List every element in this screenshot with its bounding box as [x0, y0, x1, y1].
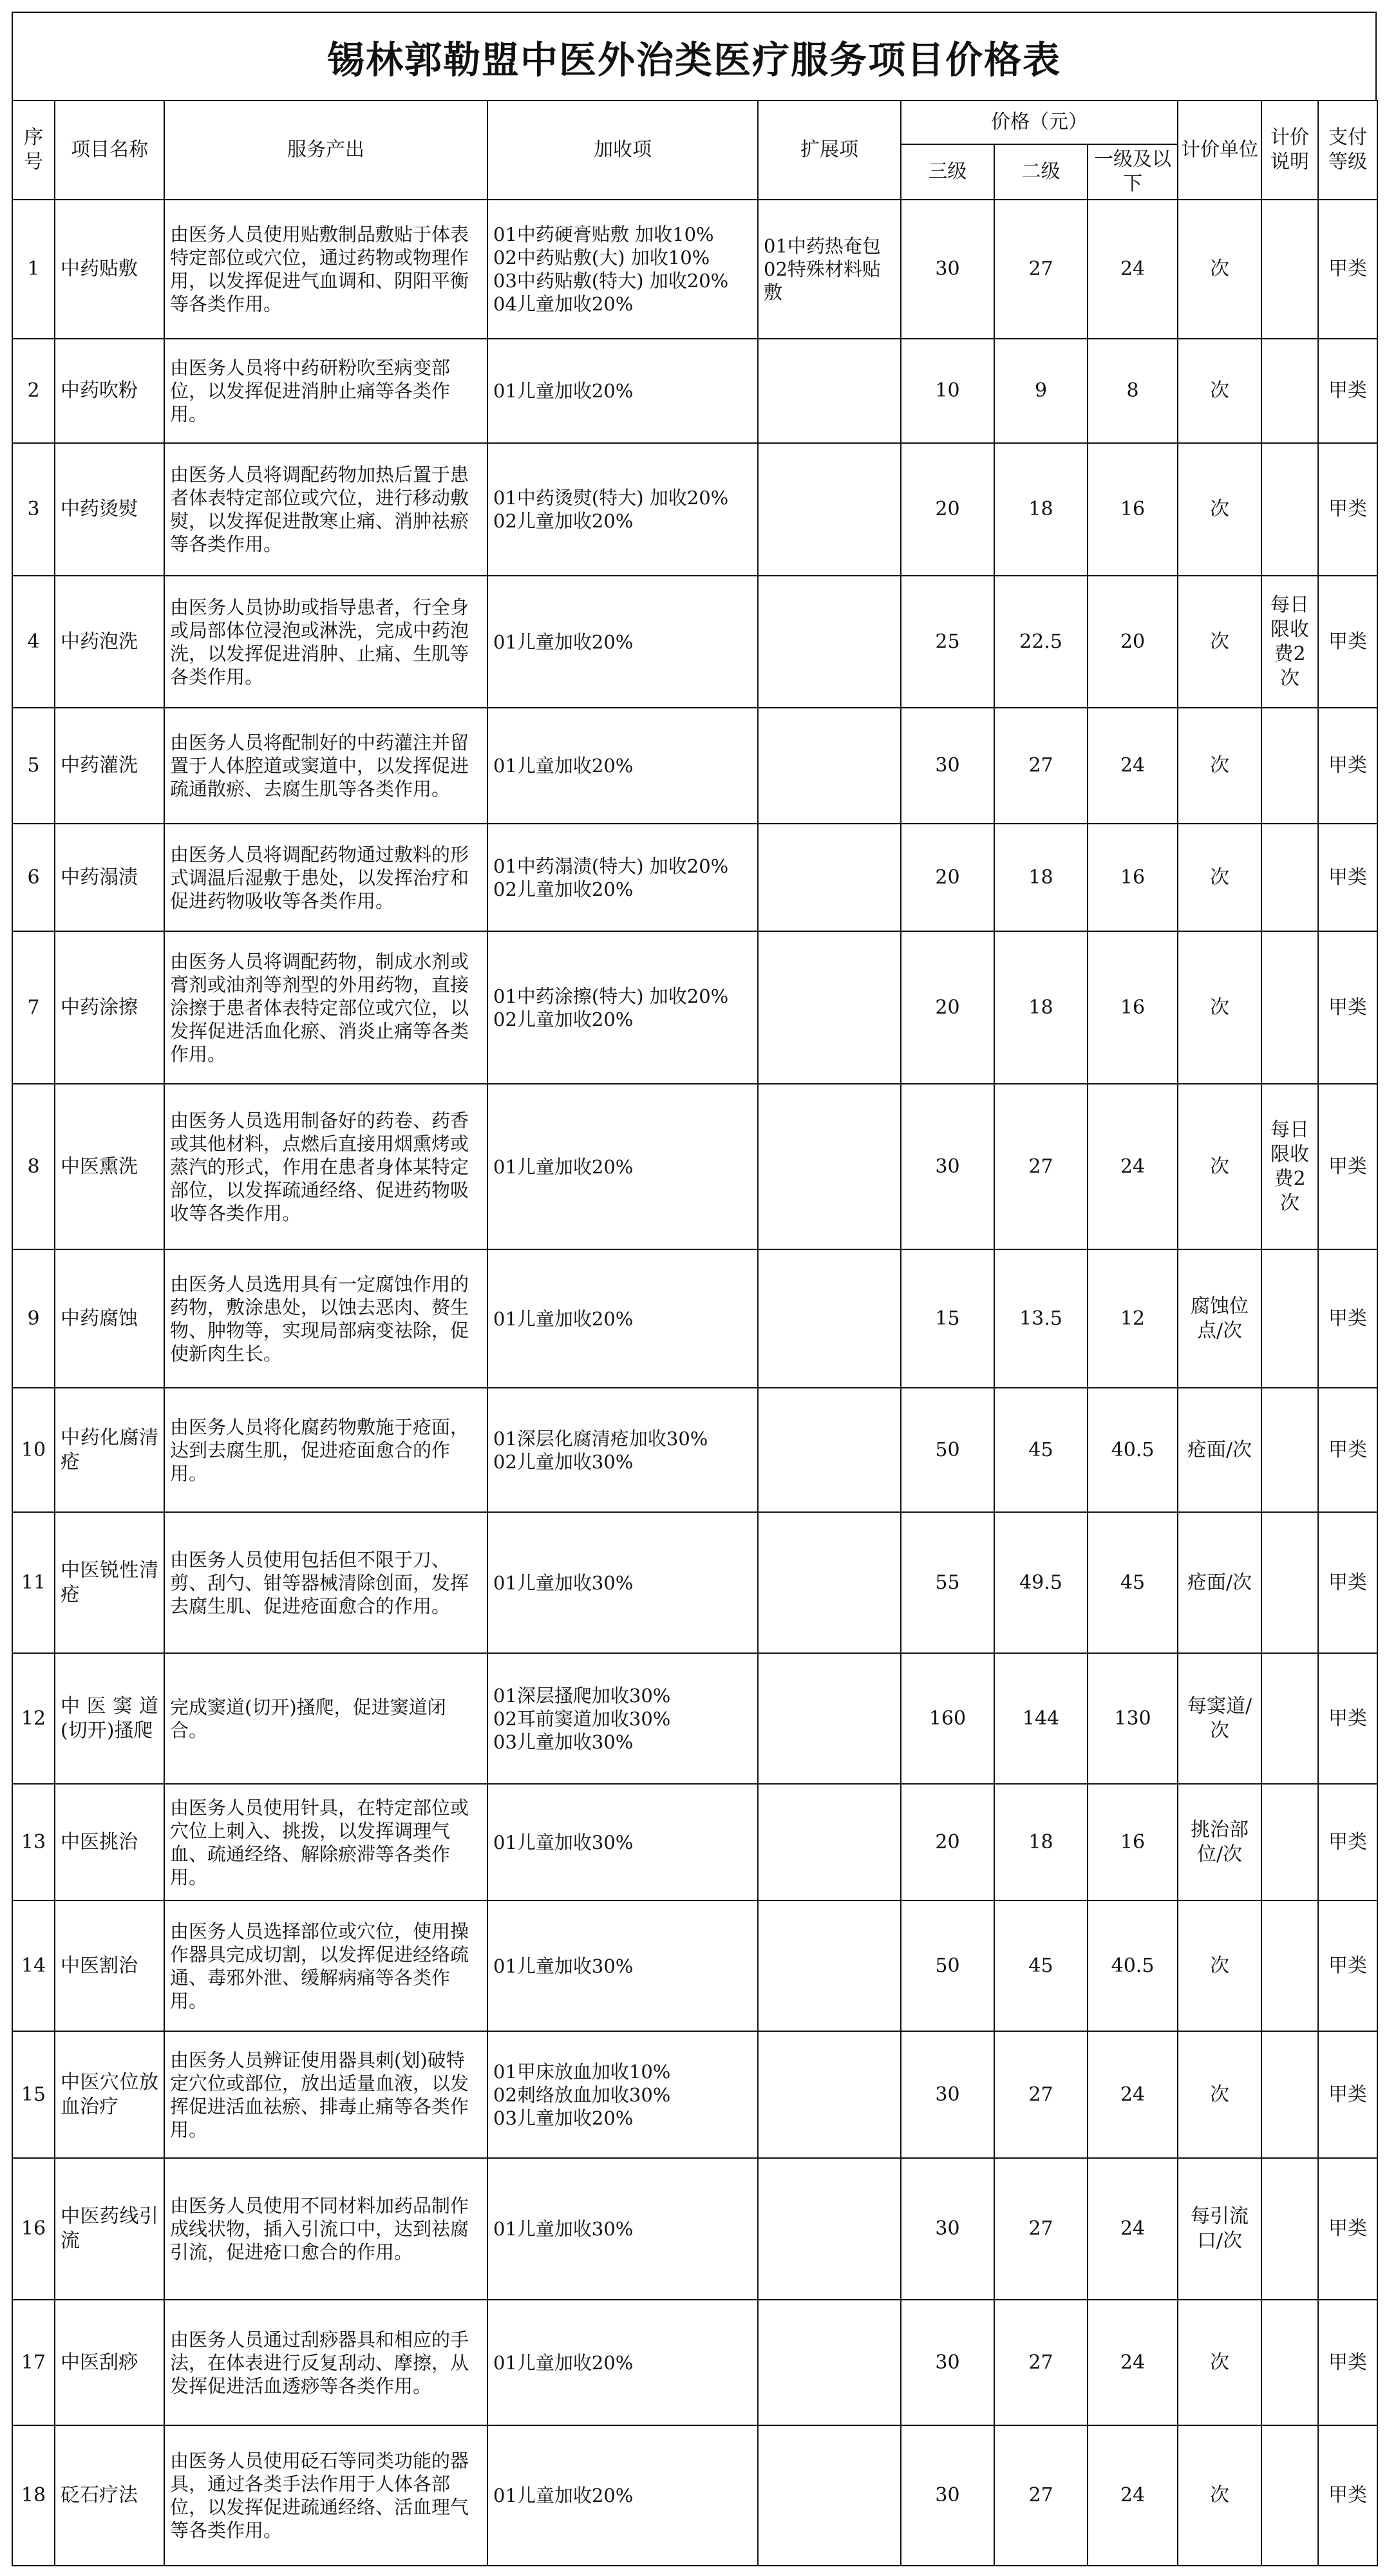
price-table [12, 100, 1378, 2566]
cell-unit: 次 [1178, 443, 1261, 576]
cell-price-tier1: 24 [1088, 2300, 1178, 2425]
extension-item: 01中药热奄包 [764, 235, 881, 257]
cell-price-tier2: 27 [994, 1084, 1088, 1249]
cell-extension [758, 443, 901, 576]
cell-seq: 13 [12, 1784, 55, 1900]
surcharge-item: 01儿童加收20% [493, 2351, 634, 2374]
cell-note [1261, 824, 1318, 931]
table-row [12, 1784, 1377, 1900]
surcharge-item: 02刺络放血加收30% [493, 2083, 671, 2106]
cell-surcharge [487, 1784, 758, 1900]
cell-price-tier3: 25 [901, 576, 994, 708]
cell-output: 由医务人员使用针具，在特定部位或穴位上刺入、挑拨，以发挥调理气血、疏通经络、解除瘀滞等各类作用。 [164, 1784, 487, 1900]
cell-seq: 8 [12, 1084, 55, 1249]
cell-price-tier3: 160 [901, 1653, 994, 1784]
cell-extension [758, 1900, 901, 2031]
cell-name: 中药贴敷 [55, 200, 164, 339]
cell-price-tier1: 16 [1088, 824, 1178, 931]
cell-name: 砭石疗法 [55, 2425, 164, 2566]
cell-output: 由医务人员选择部位或穴位，使用操作器具完成切割，以发挥促进经络疏通、毒邪外泄、缓解病痛等各类作用。 [164, 1900, 487, 2031]
cell-extension [758, 1653, 901, 1784]
cell-payment: 甲类 [1318, 1512, 1377, 1653]
cell-price-tier2: 13.5 [994, 1249, 1088, 1388]
cell-seq: 15 [12, 2031, 55, 2158]
cell-extension [758, 708, 901, 824]
cell-price-tier1: 24 [1088, 1084, 1178, 1249]
cell-payment: 甲类 [1318, 2031, 1377, 2158]
cell-price-tier2: 27 [994, 708, 1088, 824]
cell-price-tier2: 27 [994, 2425, 1088, 2566]
cell-price-tier2: 49.5 [994, 1512, 1088, 1653]
cell-price-tier3: 30 [901, 2158, 994, 2300]
extension-item: 02特殊材料贴敷 [764, 258, 881, 303]
cell-name: 中药吹粉 [55, 339, 164, 443]
cell-price-tier2: 18 [994, 824, 1088, 931]
surcharge-item: 02儿童加收20% [493, 1008, 634, 1030]
cell-seq: 5 [12, 708, 55, 824]
surcharge-item: 02中药贴敷(大) 加收10% [493, 247, 710, 269]
cell-note [1261, 339, 1318, 443]
cell-unit: 疮面/次 [1178, 1512, 1261, 1653]
table-row [12, 708, 1377, 824]
cell-note [1261, 2300, 1318, 2425]
cell-payment: 甲类 [1318, 1388, 1377, 1512]
cell-output: 由医务人员选用制备好的药卷、药香或其他材料，点燃后直接用烟熏烤或蒸汽的形式，作用在患者身体某特定部位，以发挥疏通经络、促进药物吸收等各类作用。 [164, 1084, 487, 1249]
header-surcharge: 加收项 [487, 100, 758, 200]
cell-price-tier2: 27 [994, 200, 1088, 339]
cell-unit: 次 [1178, 824, 1261, 931]
cell-name: 中药溻渍 [55, 824, 164, 931]
cell-price-tier1: 45 [1088, 1512, 1178, 1653]
table-row [12, 2425, 1377, 2566]
cell-price-tier3: 30 [901, 2425, 994, 2566]
cell-output: 由医务人员将调配药物加热后置于患者体表特定部位或穴位，进行移动敷熨，以发挥促进散寒止痛、消肿祛瘀等各类作用。 [164, 443, 487, 576]
cell-unit: 次 [1178, 1084, 1261, 1249]
cell-unit: 挑治部位/次 [1178, 1784, 1261, 1900]
surcharge-item: 02儿童加收30% [493, 1450, 634, 1473]
cell-extension [758, 339, 901, 443]
cell-extension [758, 2425, 901, 2566]
table-row [12, 2031, 1377, 2158]
cell-output: 由医务人员使用不同材料加药品制作成线状物，插入引流口中，达到祛腐引流，促进疮口愈合的作用。 [164, 2158, 487, 2300]
cell-note: 每日限收费2次 [1261, 576, 1318, 708]
header-tier1: 一级及以下 [1088, 144, 1178, 200]
table-row [12, 1653, 1377, 1784]
cell-surcharge [487, 1084, 758, 1249]
cell-unit: 每窦道/次 [1178, 1653, 1261, 1784]
cell-price-tier2: 18 [994, 1784, 1088, 1900]
table-row [12, 1512, 1377, 1653]
cell-price-tier1: 24 [1088, 2158, 1178, 2300]
cell-price-tier2: 27 [994, 2158, 1088, 2300]
header-output: 服务产出 [164, 100, 487, 200]
header-unit: 计价单位 [1178, 100, 1261, 200]
cell-surcharge [487, 576, 758, 708]
cell-name: 中医窦道(切开)搔爬 [55, 1653, 164, 1784]
cell-price-tier3: 50 [901, 1388, 994, 1512]
cell-payment: 甲类 [1318, 1900, 1377, 2031]
cell-unit: 次 [1178, 200, 1261, 339]
table-row [12, 1084, 1377, 1249]
cell-surcharge [487, 339, 758, 443]
surcharge-item: 01儿童加收20% [493, 2485, 634, 2506]
cell-price-tier2: 18 [994, 931, 1088, 1084]
surcharge-item: 03儿童加收30% [493, 1730, 634, 1753]
surcharge-item: 01儿童加收30% [493, 1955, 634, 1977]
cell-payment: 甲类 [1318, 2425, 1377, 2566]
header-price: 价格（元） [901, 100, 1178, 144]
surcharge-item: 01儿童加收20% [493, 1155, 634, 1178]
header-name: 项目名称 [55, 100, 164, 200]
table-body [12, 200, 1377, 2566]
table-row [12, 200, 1377, 339]
cell-surcharge [487, 1900, 758, 2031]
cell-price-tier2: 45 [994, 1900, 1088, 2031]
cell-unit: 次 [1178, 1900, 1261, 2031]
cell-output: 由医务人员将调配药物通过敷料的形式调温后湿敷于患处，以发挥治疗和促进药物吸收等各类作用。 [164, 824, 487, 931]
surcharge-item: 02儿童加收20% [493, 510, 634, 532]
cell-price-tier3: 15 [901, 1249, 994, 1388]
cell-seq: 12 [12, 1653, 55, 1784]
cell-note [1261, 1388, 1318, 1512]
cell-price-tier1: 40.5 [1088, 1900, 1178, 2031]
cell-output: 由医务人员将化腐药物敷施于疮面，达到去腐生肌，促进疮面愈合的作用。 [164, 1388, 487, 1512]
cell-surcharge [487, 1512, 758, 1653]
cell-note [1261, 2031, 1318, 2158]
cell-seq: 1 [12, 200, 55, 339]
cell-name: 中医割治 [55, 1900, 164, 2031]
cell-extension [758, 1084, 901, 1249]
cell-price-tier1: 8 [1088, 339, 1178, 443]
cell-extension [758, 824, 901, 931]
cell-unit: 每引流口/次 [1178, 2158, 1261, 2300]
table-row [12, 2300, 1377, 2425]
cell-price-tier2: 22.5 [994, 576, 1088, 708]
cell-payment: 甲类 [1318, 576, 1377, 708]
cell-output: 由医务人员选用具有一定腐蚀作用的药物，敷涂患处，以蚀去恶肉、赘生物、肿物等，实现局部病变祛除，促使新肉生长。 [164, 1249, 487, 1388]
cell-price-tier1: 12 [1088, 1249, 1178, 1388]
cell-extension [758, 1784, 901, 1900]
cell-note [1261, 1900, 1318, 2031]
cell-unit: 次 [1178, 2300, 1261, 2425]
cell-output: 由医务人员使用包括但不限于刀、剪、刮勺、钳等器械清除创面，发挥去腐生肌、促进疮面愈合的作用。 [164, 1512, 487, 1653]
cell-payment: 甲类 [1318, 2300, 1377, 2425]
cell-price-tier3: 30 [901, 708, 994, 824]
table-row [12, 1900, 1377, 2031]
cell-surcharge [487, 1249, 758, 1388]
header-payment: 支付等级 [1318, 100, 1377, 200]
cell-unit: 腐蚀位点/次 [1178, 1249, 1261, 1388]
cell-extension [758, 1512, 901, 1653]
cell-price-tier3: 30 [901, 2031, 994, 2158]
cell-seq: 14 [12, 1900, 55, 2031]
cell-surcharge [487, 1388, 758, 1512]
header-tier3: 三级 [901, 144, 994, 200]
cell-output: 由医务人员使用砭石等同类功能的器具，通过各类手法作用于人体各部位，以发挥促进疏通经络、活血理气等各类作用。 [164, 2425, 487, 2566]
cell-payment: 甲类 [1318, 708, 1377, 824]
cell-price-tier1: 20 [1088, 576, 1178, 708]
surcharge-item: 02儿童加收20% [493, 878, 634, 900]
cell-price-tier1: 16 [1088, 931, 1178, 1084]
cell-output: 由医务人员将中药研粉吹至病变部位，以发挥促进消肿止痛等各类作用。 [164, 339, 487, 443]
cell-surcharge [487, 708, 758, 824]
cell-name: 中医穴位放血治疗 [55, 2031, 164, 2158]
cell-unit: 次 [1178, 2425, 1261, 2566]
cell-price-tier2: 144 [994, 1653, 1088, 1784]
cell-payment: 甲类 [1318, 931, 1377, 1084]
cell-output: 由医务人员使用贴敷制品敷贴于体表特定部位或穴位，通过药物或物理作用，以发挥促进气血调和、阴阳平衡等各类作用。 [164, 200, 487, 339]
cell-surcharge [487, 931, 758, 1084]
cell-seq: 11 [12, 1512, 55, 1653]
cell-price-tier1: 24 [1088, 2425, 1178, 2566]
cell-payment: 甲类 [1318, 1249, 1377, 1388]
cell-price-tier3: 20 [901, 1784, 994, 1900]
cell-payment: 甲类 [1318, 1784, 1377, 1900]
surcharge-item: 01儿童加收20% [493, 380, 634, 402]
cell-extension [758, 931, 901, 1084]
cell-note [1261, 443, 1318, 576]
surcharge-item: 01儿童加收30% [493, 1831, 634, 1853]
cell-price-tier2: 45 [994, 1388, 1088, 1512]
cell-price-tier3: 30 [901, 2300, 994, 2425]
cell-unit: 次 [1178, 708, 1261, 824]
cell-price-tier3: 50 [901, 1900, 994, 2031]
cell-unit: 次 [1178, 2031, 1261, 2158]
cell-surcharge [487, 2031, 758, 2158]
table-row [12, 576, 1377, 708]
surcharge-item: 03中药贴敷(特大) 加收20% [493, 270, 729, 292]
cell-price-tier3: 10 [901, 339, 994, 443]
cell-surcharge [487, 2300, 758, 2425]
cell-unit: 次 [1178, 931, 1261, 1084]
cell-name: 中医锐性清疮 [55, 1512, 164, 1653]
cell-note [1261, 708, 1318, 824]
surcharge-item: 01中药涂擦(特大) 加收20% [493, 985, 729, 1007]
cell-name: 中医挑治 [55, 1784, 164, 1900]
cell-price-tier1: 24 [1088, 200, 1178, 339]
header-tier2: 二级 [994, 144, 1088, 200]
cell-seq: 10 [12, 1388, 55, 1512]
surcharge-item: 01深层化腐清疮加收30% [493, 1427, 708, 1450]
cell-price-tier3: 20 [901, 443, 994, 576]
surcharge-item: 02耳前窦道加收30% [493, 1707, 671, 1730]
cell-extension [758, 2158, 901, 2300]
surcharge-item: 01儿童加收20% [493, 755, 634, 777]
surcharge-item: 01儿童加收20% [493, 630, 634, 653]
cell-payment: 甲类 [1318, 200, 1377, 339]
cell-price-tier1: 40.5 [1088, 1388, 1178, 1512]
cell-extension [758, 576, 901, 708]
cell-payment: 甲类 [1318, 2158, 1377, 2300]
cell-extension [758, 200, 901, 339]
cell-price-tier1: 24 [1088, 2031, 1178, 2158]
surcharge-item: 01儿童加收30% [493, 2218, 634, 2240]
header-extension: 扩展项 [758, 100, 901, 200]
header-note: 计价说明 [1261, 100, 1318, 200]
cell-note [1261, 1653, 1318, 1784]
table-row [12, 1388, 1377, 1512]
cell-output: 由医务人员通过刮痧器具和相应的手法，在体表进行反复刮动、摩擦，从发挥促进活血透痧等各类作用。 [164, 2300, 487, 2425]
table-row [12, 443, 1377, 576]
cell-surcharge [487, 2158, 758, 2300]
cell-name: 中医药线引流 [55, 2158, 164, 2300]
surcharge-item: 03儿童加收20% [493, 2107, 634, 2129]
surcharge-item: 01儿童加收30% [493, 1571, 634, 1594]
cell-unit: 次 [1178, 339, 1261, 443]
cell-seq: 9 [12, 1249, 55, 1388]
cell-note: 每日限收费2次 [1261, 1084, 1318, 1249]
cell-payment: 甲类 [1318, 339, 1377, 443]
cell-seq: 17 [12, 2300, 55, 2425]
cell-surcharge [487, 824, 758, 931]
cell-payment: 甲类 [1318, 824, 1377, 931]
cell-unit: 次 [1178, 576, 1261, 708]
document-title: 锡林郭勒盟中医外治类医疗服务项目价格表 [12, 12, 1377, 100]
cell-seq: 2 [12, 339, 55, 443]
surcharge-item: 01中药硬膏贴敷 加收10% [493, 223, 714, 245]
table-row [12, 1249, 1377, 1388]
surcharge-item: 01深层搔爬加收30% [493, 1684, 671, 1707]
header-seq: 序号 [12, 100, 55, 200]
cell-price-tier3: 20 [901, 824, 994, 931]
cell-extension [758, 2300, 901, 2425]
cell-note [1261, 1512, 1318, 1653]
table-row [12, 824, 1377, 931]
cell-price-tier2: 18 [994, 443, 1088, 576]
cell-price-tier2: 27 [994, 2031, 1088, 2158]
table-row [12, 931, 1377, 1084]
cell-unit: 疮面/次 [1178, 1388, 1261, 1512]
cell-price-tier1: 16 [1088, 1784, 1178, 1900]
cell-seq: 16 [12, 2158, 55, 2300]
cell-name: 中药灌洗 [55, 708, 164, 824]
cell-note [1261, 2425, 1318, 2566]
cell-payment: 甲类 [1318, 1653, 1377, 1784]
cell-seq: 18 [12, 2425, 55, 2566]
cell-extension [758, 2031, 901, 2158]
surcharge-item: 01甲床放血加收10% [493, 2060, 671, 2083]
cell-seq: 3 [12, 443, 55, 576]
cell-note [1261, 2158, 1318, 2300]
cell-price-tier2: 27 [994, 2300, 1088, 2425]
cell-seq: 6 [12, 824, 55, 931]
cell-price-tier2: 9 [994, 339, 1088, 443]
price-sheet [12, 12, 1377, 2566]
cell-seq: 7 [12, 931, 55, 1084]
cell-output: 由医务人员协助或指导患者，行全身或局部体位浸泡或淋洗，完成中药泡洗，以发挥促进消肿、止痛、生肌等各类作用。 [164, 576, 487, 708]
cell-note [1261, 200, 1318, 339]
cell-surcharge [487, 200, 758, 339]
cell-payment: 甲类 [1318, 443, 1377, 576]
table-row [12, 2158, 1377, 2300]
cell-surcharge [487, 443, 758, 576]
surcharge-item: 01中药烫熨(特大) 加收20% [493, 487, 729, 509]
cell-note [1261, 931, 1318, 1084]
cell-name: 中药腐蚀 [55, 1249, 164, 1388]
cell-price-tier3: 55 [901, 1512, 994, 1653]
cell-surcharge [487, 1653, 758, 1784]
cell-extension [758, 1388, 901, 1512]
surcharge-item: 01中药溻渍(特大) 加收20% [493, 855, 729, 877]
cell-name: 中药泡洗 [55, 576, 164, 708]
cell-name: 中药化腐清疮 [55, 1388, 164, 1512]
cell-price-tier1: 16 [1088, 443, 1178, 576]
cell-price-tier3: 20 [901, 931, 994, 1084]
cell-output: 完成窦道(切开)搔爬，促进窦道闭合。 [164, 1653, 487, 1784]
table-row [12, 339, 1377, 443]
cell-price-tier3: 30 [901, 200, 994, 339]
cell-output: 由医务人员将配制好的中药灌注并留置于人体腔道或窦道中，以发挥促进疏通散瘀、去腐生肌等各类作用。 [164, 708, 487, 824]
cell-name: 中药烫熨 [55, 443, 164, 576]
surcharge-item: 04儿童加收20% [493, 293, 634, 315]
cell-output: 由医务人员辨证使用器具刺(划)破特定穴位或部位，放出适量血液，以发挥促进活血祛瘀、排毒止痛等各类作用。 [164, 2031, 487, 2158]
cell-seq: 4 [12, 576, 55, 708]
cell-name: 中药涂擦 [55, 931, 164, 1084]
cell-payment: 甲类 [1318, 1084, 1377, 1249]
cell-extension [758, 1249, 901, 1388]
surcharge-item: 01儿童加收20% [493, 1307, 634, 1330]
cell-output: 由医务人员将调配药物，制成水剂或膏剂或油剂等剂型的外用药物，直接涂擦于患者体表特定部位或穴位，以发挥促进活血化瘀、消炎止痛等各类作用。 [164, 931, 487, 1084]
cell-price-tier3: 30 [901, 1084, 994, 1249]
cell-name: 中医熏洗 [55, 1084, 164, 1249]
cell-note [1261, 1249, 1318, 1388]
cell-price-tier1: 130 [1088, 1653, 1178, 1784]
cell-price-tier1: 24 [1088, 708, 1178, 824]
cell-surcharge [487, 2425, 758, 2566]
cell-name: 中医刮痧 [55, 2300, 164, 2425]
cell-note [1261, 1784, 1318, 1900]
